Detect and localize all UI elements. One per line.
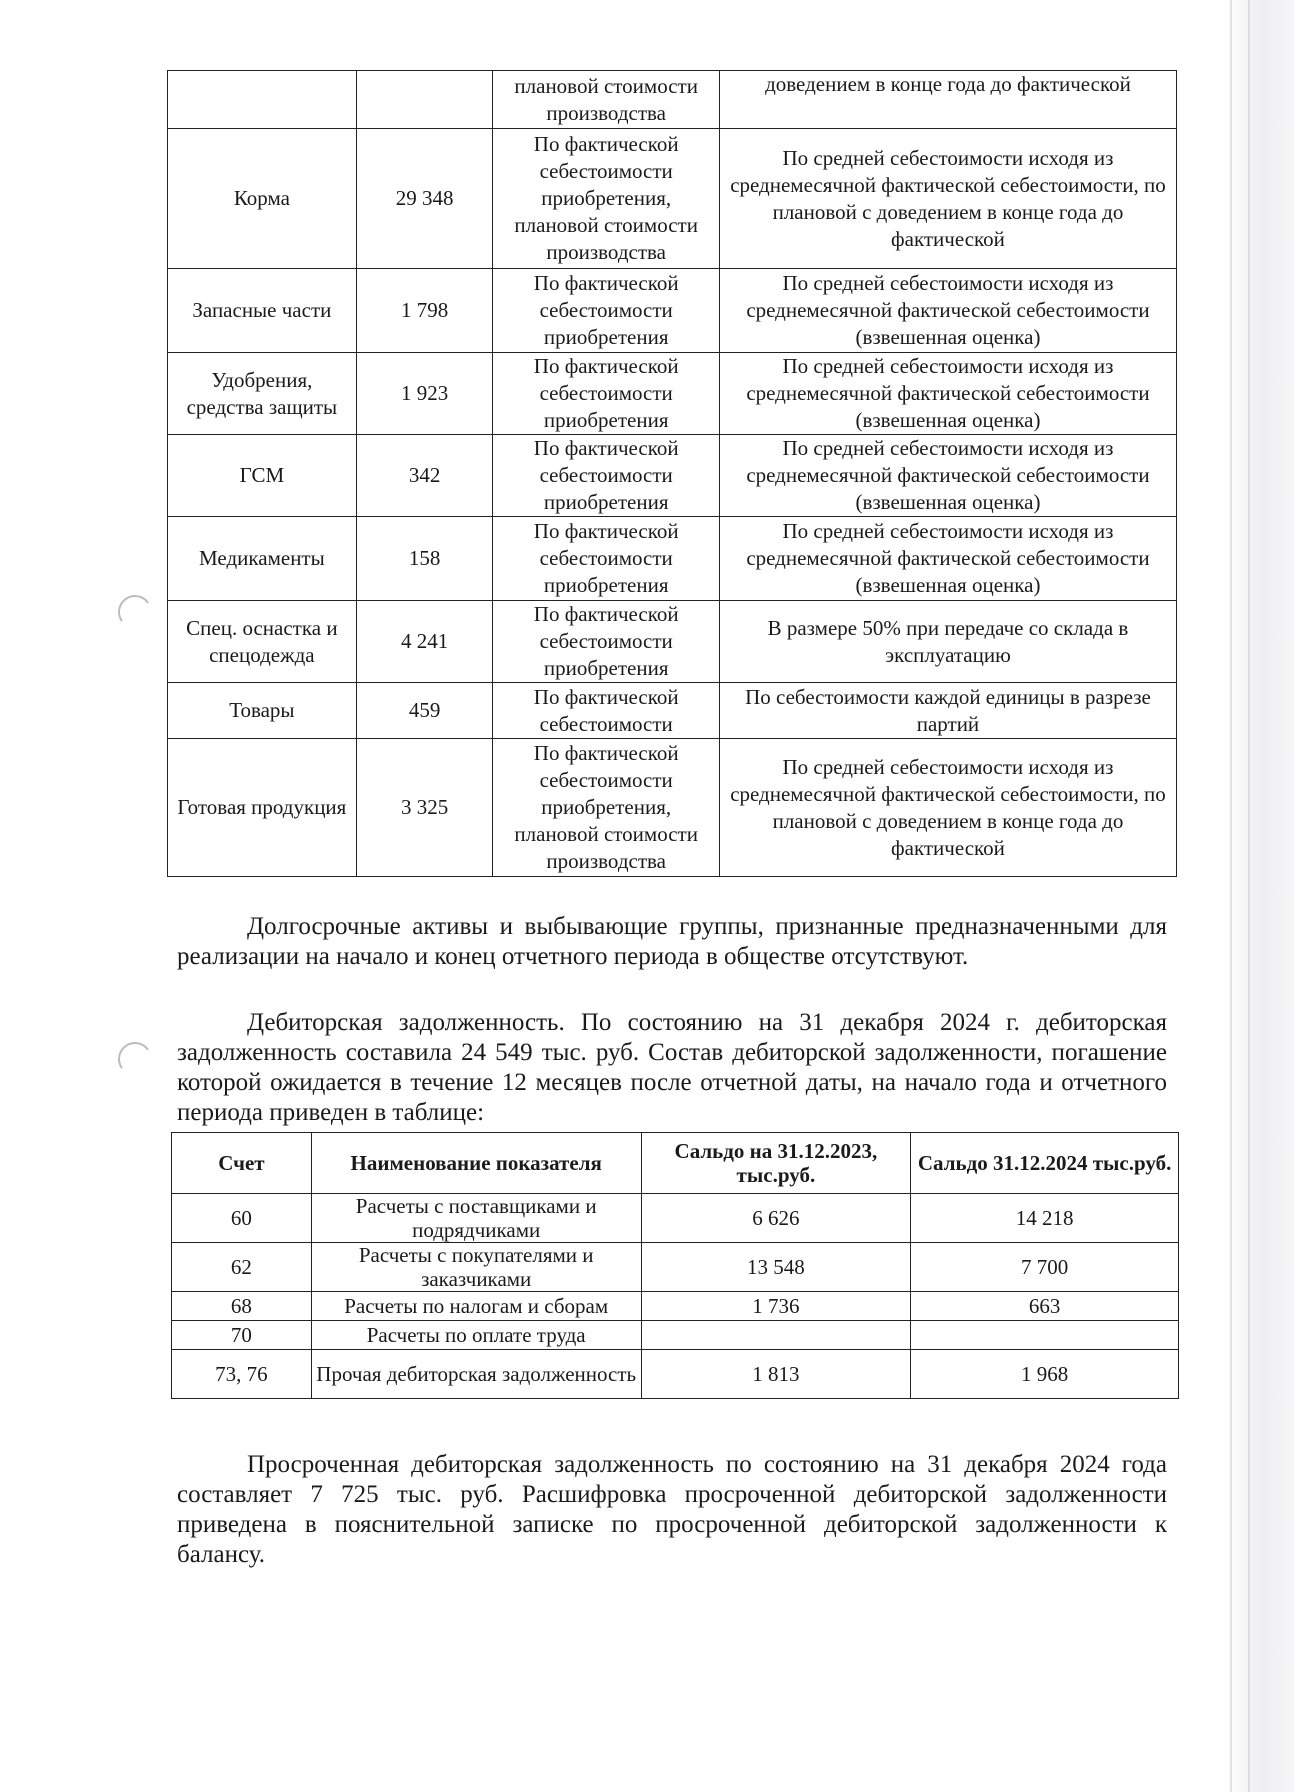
table-row: [168, 269, 1177, 353]
balance-2023-cell: 13 548: [641, 1243, 911, 1292]
scan-stripe: [1248, 0, 1250, 1792]
valuation-method-cell: По средней себестоимости исходя из среднемесячной фактической себестоимости (взвешенная оценка): [719, 353, 1176, 435]
table-row: [168, 739, 1177, 877]
item-name-cell: [168, 71, 357, 129]
valuation-method-cell: По средней себестоимости исходя из среднемесячной фактической себестоимости (взвешенная оценка): [719, 435, 1176, 517]
item-value-cell: 4 241: [356, 601, 493, 683]
balance-2023-cell: 1 736: [641, 1292, 911, 1321]
item-value-cell: 1 798: [356, 269, 493, 353]
item-value-cell: 342: [356, 435, 493, 517]
scan-edge-shadow: [1224, 0, 1294, 1792]
indicator-cell: Прочая дебиторская задолженность: [311, 1350, 641, 1399]
table-row: [172, 1243, 1179, 1292]
balance-2023-cell: [641, 1321, 911, 1350]
item-name-cell: Корма: [168, 129, 357, 269]
paragraph-overdue-receivables: [177, 1450, 1167, 1570]
item-value-cell: [356, 71, 493, 129]
recognition-cell: По фактической себестоимости приобретения, плановой стоимости производства: [493, 739, 719, 877]
item-name-cell: Запасные части: [168, 269, 357, 353]
item-value-cell: 29 348: [356, 129, 493, 269]
item-name-cell: Готовая продукция: [168, 739, 357, 877]
indicator-cell: Расчеты с покупателями и заказчиками: [311, 1243, 641, 1292]
recognition-cell: плановой стоимости производства: [493, 71, 719, 129]
recognition-cell: По фактической себестоимости приобретения: [493, 517, 719, 601]
item-value-cell: 3 325: [356, 739, 493, 877]
balance-2024-cell: 14 218: [911, 1194, 1179, 1243]
balance-2024-cell: [911, 1321, 1179, 1350]
table-row: [172, 1292, 1179, 1321]
punch-hole-mark: [115, 1039, 154, 1078]
item-name-cell: Удобрения, средства защиты: [168, 353, 357, 435]
account-cell: 62: [172, 1243, 312, 1292]
header-balance-2023: Сальдо на 31.12.2023, тыс.руб.: [641, 1133, 911, 1194]
item-value-cell: 1 923: [356, 353, 493, 435]
recognition-cell: По фактической себестоимости приобретения: [493, 269, 719, 353]
balance-2023-cell: 6 626: [641, 1194, 911, 1243]
balance-2024-cell: 663: [911, 1292, 1179, 1321]
valuation-method-cell: В размере 50% при передаче со склада в эксплуатацию: [719, 601, 1176, 683]
valuation-method-cell: По средней себестоимости исходя из среднемесячной фактической себестоимости, по плановой с доведением в конце года до фактической: [719, 129, 1176, 269]
receivables-table: [171, 1132, 1179, 1399]
indicator-cell: Расчеты по оплате труда: [311, 1321, 641, 1350]
table-row: [168, 353, 1177, 435]
paragraph-receivables: [177, 1008, 1167, 1128]
table-row: [172, 1194, 1179, 1243]
recognition-cell: По фактической себестоимости приобретения: [493, 435, 719, 517]
account-cell: 70: [172, 1321, 312, 1350]
balance-2023-cell: 1 813: [641, 1350, 911, 1399]
item-name-cell: ГСМ: [168, 435, 357, 517]
item-name-cell: Медикаменты: [168, 517, 357, 601]
table-row: [168, 71, 1177, 129]
table-row: [172, 1350, 1179, 1399]
recognition-cell: По фактической себестоимости приобретения: [493, 601, 719, 683]
table-row: [172, 1321, 1179, 1350]
table-row: [168, 683, 1177, 739]
balance-2024-cell: 1 968: [911, 1350, 1179, 1399]
item-value-cell: 459: [356, 683, 493, 739]
scan-stripe: [1230, 0, 1232, 1792]
item-name-cell: Спец. оснастка и спецодежда: [168, 601, 357, 683]
paragraph-text: Долгосрочные активы и выбывающие группы, признанные предназначенными для реализации на начало и конец отчетного периода в обществе отсутствуют.: [177, 913, 1167, 970]
paragraph-long-term-assets: [177, 912, 1167, 972]
valuation-method-cell: По средней себестоимости исходя из среднемесячной фактической себестоимости, по плановой с доведением в конце года до фактической: [719, 739, 1176, 877]
header-balance-2024: Сальдо 31.12.2024 тыс.руб.: [911, 1133, 1179, 1194]
account-cell: 73, 76: [172, 1350, 312, 1399]
recognition-cell: По фактической себестоимости приобретения, плановой стоимости производства: [493, 129, 719, 269]
paragraph-text: Просроченная дебиторская задолженность по состоянию на 31 декабря 2024 года составляет 7 725 тыс. руб. Расшифровка просроченной дебиторской задолженности приведена в пояснительной записке по просроченной дебиторской задолженности к балансу.: [177, 1451, 1167, 1568]
header-indicator: Наименование показателя: [311, 1133, 641, 1194]
valuation-method-cell: доведением в конце года до фактической: [719, 71, 1176, 129]
item-value-cell: 158: [356, 517, 493, 601]
valuation-method-cell: По средней себестоимости исходя из среднемесячной фактической себестоимости (взвешенная оценка): [719, 517, 1176, 601]
table-row: [168, 601, 1177, 683]
table-header-row: [172, 1133, 1179, 1194]
account-cell: 68: [172, 1292, 312, 1321]
punch-hole-mark: [115, 592, 154, 631]
table-row: [168, 129, 1177, 269]
balance-2024-cell: 7 700: [911, 1243, 1179, 1292]
paragraph-text: Дебиторская задолженность. По состоянию на 31 декабря 2024 г. дебиторская задолженность составила 24 549 тыс. руб. Состав дебиторской задолженности, погашение которой ожидается в течение 12 месяцев после отчетной даты, на начало года и отчетного периода приведен в таблице:: [177, 1009, 1167, 1126]
account-cell: 60: [172, 1194, 312, 1243]
recognition-cell: По фактической себестоимости приобретения: [493, 353, 719, 435]
valuation-method-cell: По средней себестоимости исходя из среднемесячной фактической себестоимости (взвешенная оценка): [719, 269, 1176, 353]
table-row: [168, 517, 1177, 601]
inventory-table: [167, 70, 1177, 877]
header-account: Счет: [172, 1133, 312, 1194]
valuation-method-cell: По себестоимости каждой единицы в разрезе партий: [719, 683, 1176, 739]
recognition-cell: По фактической себестоимости: [493, 683, 719, 739]
table-row: [168, 435, 1177, 517]
item-name-cell: Товары: [168, 683, 357, 739]
indicator-cell: Расчеты по налогам и сборам: [311, 1292, 641, 1321]
indicator-cell: Расчеты с поставщиками и подрядчиками: [311, 1194, 641, 1243]
